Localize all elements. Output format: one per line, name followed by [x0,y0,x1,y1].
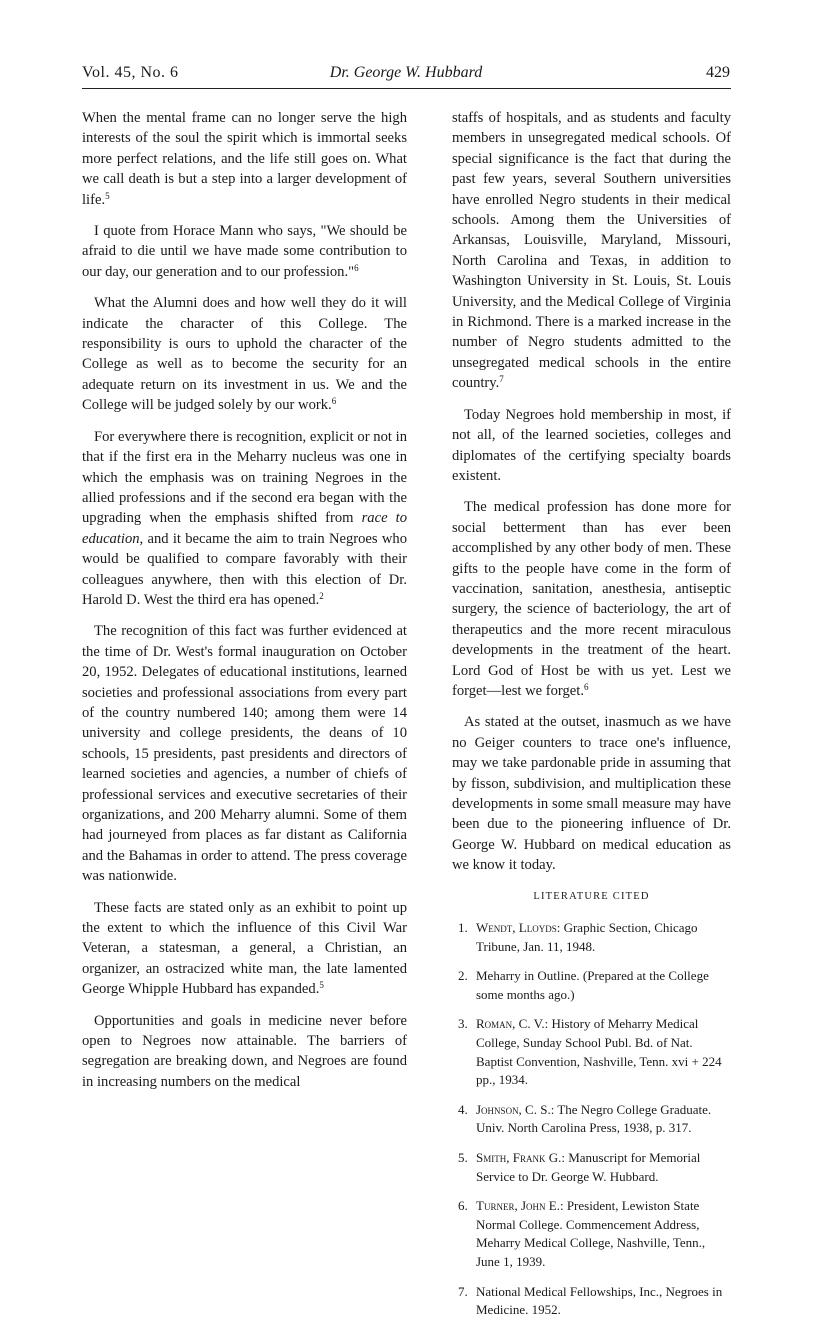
running-title: Dr. George W. Hubbard [329,64,483,81]
journal-volume: Vol. 45, No. 6 [82,64,179,81]
reference-item: 4. Johnson, C. S.: The Negro College Graduate. Univ. North Carolina Press, 1938, p. 317. [458,1101,712,1136]
paragraph: Today Negroes hold membership in most, if not all, of the learned societies, colleges and diplomates of the certifying specialty boards existent. [452,406,731,484]
paragraph: I quote from Horace Mann who says, "We should be afraid to die until we have made some contribution to our day, our generation and to our profession."$^6$ [82,223,407,280]
reference-item: 6. Turner, John E.: President, Lewiston State Normal College. Commencement Address, Meharry Medical College, Nashville, Tenn., June 1, 1939. [458,1198,706,1269]
paragraph: Opportunities and goals in medicine never before open to Negroes now attainable. The barriers of segregation are breaking down, and Negroes are found in increasing numbers on the medical [82,1012,407,1090]
paragraph: When the mental frame can no longer serve the high interests of the soul the spirit which is immortal seeks more perfect relations, and the life still goes on. What we call death is but a step into a larger development of life.$^5$ [82,110,407,208]
reference-item: 2. Meharry in Outline. (Prepared at the College some months ago.) [458,968,709,1002]
reference-list [452,919,731,1320]
left-column [82,108,407,1103]
reference-item: 5. Smith, Frank G.: Manuscript for Memorial Service to Dr. George W. Hubbard. [458,1149,701,1184]
header-rule [82,88,731,89]
paragraph: The recognition of this fact was further evidenced at the time of Dr. West's formal inauguration on October 20, 1952. Delegates of educational institutions, learned societies and professional associations from every part of the country numbered 140; among them were 14 university and college presidents, the deans of 10 schools, 15 presidents, past presidents and directors of learned societies and agencies, a number of chiefs of professional services and executive secretaries of their organizations, and 200 Meharry alumni. Some of them had journeyed from places as far distant as California and the Bahamas in order to attend. The press coverage was nationwide. [82,623,407,885]
right-column [452,108,731,1331]
reference-item: 3. Roman, C. V.: History of Meharry Medical College, Sunday School Publ. Bd. of Nat. Baptist Convention, Nashville, Tenn. xvi + 224 pp., 1934. [458,1016,722,1088]
paragraph: staffs of hospitals, and as students and faculty members in unsegregated medical schools. Of special significance is the fact that during the past few years, several Southern universities have enrolled Negro students in their medical schools. Among them the Universities of Arkansas, Louisville, Maryland, Missouri, North Carolina and Texas, in addition to Washington University in St. Louis, St. Louis University, and the Medical College of Virginia in Richmond. There is a marked increase in the number of Negro students admitted to the unsegregated medical schools in the entire country.$^7$ [452,110,731,392]
page-number: 429 [706,64,730,81]
paragraph: These facts are stated only as an exhibit to point up the extent to which the influence of this Civil War Veteran, a statesman, a general, a Christian, an organizer, an ostracized white man, the late lamented George Whipple Hubbard has expanded.$^5$ [82,899,407,998]
reference-item: 7. National Medical Fellowships, Inc., Negroes in Medicine. 1952. [458,1283,723,1318]
paragraph: For everywhere there is recognition, explicit or not in that if the first era in the Meharry nucleus was one in which the emphasis was on training Negroes in the allied professions and if the second era began with the upgrading when the emphasis shifted from race to education, and it became the aim to train Negroes who would be qualified to compare favorably with their colleagues anywhere, then with this election of Dr. Harold D. West the third era has opened.$^2$ [82,428,407,608]
reference-item: 1. Wendt, Lloyds: Graphic Section, Chicago Tribune, Jan. 11, 1948. [458,920,698,954]
paragraph: What the Alumni does and how well they do it will indicate the character of this College. The responsibility is ours to uphold the character of the College as well as to become the security for an adequate return on its investment in us. We and the College will be judged solely by our work.$^6$ [82,295,407,414]
paragraph: The medical profession has done more for social betterment than has ever been accomplished by any other body of men. These gifts to the people have come in the form of vaccination, sanitation, anesthesia, antiseptic surgery, the science of bacteriology, the art of therapeutics and the more recent miraculous developments in the treatment of the heart. Lord God of Host be with us yet. Lest we forget—lest we forget.$^6$ [452,499,731,699]
literature-heading: LITERATURE CITED [533,890,650,902]
running-header [82,64,730,84]
paragraph: As stated at the outset, inasmuch as we have no Geiger counters to trace one's influence, may we take pardonable pride in assuming that by fisson, subdivision, and multiplication these developments in some small measure may have been due to the pioneering influence of Dr. George W. Hubbard on medical education as we know it today. [452,714,731,874]
